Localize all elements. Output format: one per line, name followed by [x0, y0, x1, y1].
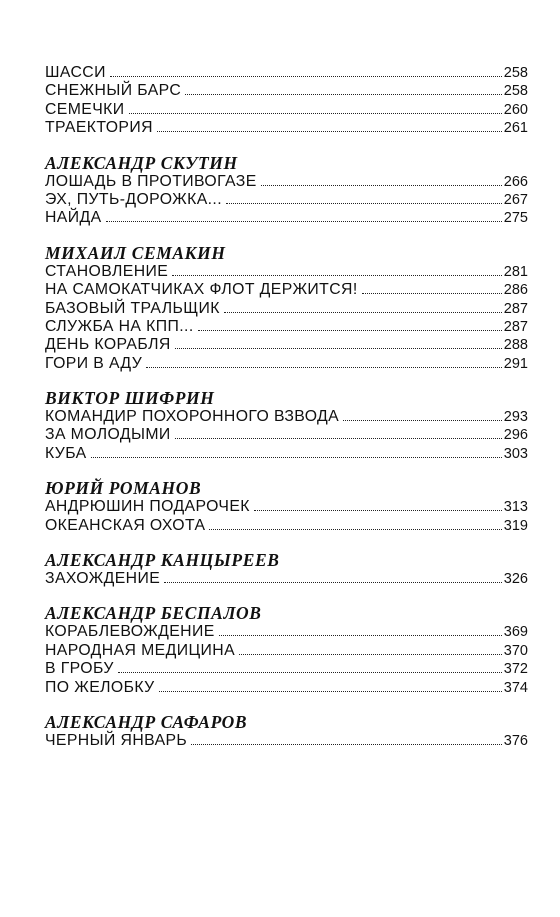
- dot-leader: [118, 671, 502, 673]
- toc-entry: [45, 498, 528, 516]
- dot-leader: [343, 419, 502, 421]
- author-heading: ВИКТОР ШИФРИН: [45, 388, 215, 409]
- toc-entry: [45, 355, 528, 373]
- entry-page-number: 260: [503, 101, 528, 118]
- toc-entry: [45, 445, 528, 463]
- dot-leader: [362, 292, 502, 294]
- entry-page-number: 258: [503, 65, 528, 81]
- entry-page-number: 326: [503, 571, 528, 588]
- entry-page-number: 287: [503, 300, 528, 317]
- entry-title: НАЙДА: [45, 209, 102, 227]
- toc-entry: [45, 408, 528, 426]
- toc-entry: [45, 623, 528, 641]
- dot-leader: [209, 528, 501, 530]
- entry-title: ЧЕРНЫЙ ЯНВАРЬ: [45, 731, 188, 749]
- toc-entry: [45, 173, 528, 191]
- toc-entry: [45, 101, 528, 119]
- toc-entry: [45, 660, 528, 678]
- toc-entry: [45, 732, 528, 750]
- entry-title: В ГРОБУ: [45, 660, 114, 678]
- entry-title: ОКЕАНСКАЯ ОХОТА: [45, 516, 206, 534]
- dot-leader: [129, 112, 502, 114]
- toc-entry: [45, 570, 528, 588]
- entry-title: ТРАЕКТОРИЯ: [45, 119, 153, 137]
- toc-entry: [45, 300, 528, 318]
- toc-entry: [45, 517, 528, 535]
- toc-section: [45, 713, 528, 750]
- toc-entry: [45, 679, 528, 697]
- toc-section: [45, 244, 528, 373]
- dot-leader: [224, 311, 502, 313]
- dot-leader: [191, 743, 502, 745]
- entry-title: СЛУЖБА НА КПП...: [45, 317, 194, 335]
- entry-page-number: 374: [503, 679, 528, 696]
- entry-page-number: 266: [503, 173, 528, 190]
- toc-section: [45, 479, 528, 535]
- entry-page-number: 288: [503, 337, 528, 354]
- entry-title: НА САМОКАТЧИКАХ ФЛОТ ДЕРЖИТСЯ!: [45, 281, 358, 299]
- entry-page-number: 303: [503, 445, 528, 462]
- dot-leader: [175, 437, 502, 439]
- dot-leader: [254, 509, 502, 511]
- entry-page-number: 261: [503, 120, 528, 137]
- entry-page-number: 287: [503, 318, 528, 335]
- toc-entry: [45, 263, 528, 281]
- entry-title: КОРАБЛЕВОЖДЕНИЕ: [45, 623, 215, 641]
- dot-leader: [91, 456, 502, 458]
- entry-title: ГОРИ В АДУ: [45, 354, 143, 372]
- entry-page-number: 376: [503, 732, 528, 749]
- entry-page-number: 372: [503, 661, 528, 678]
- toc-entry: [45, 642, 528, 660]
- dot-leader: [157, 130, 502, 132]
- toc-entry: [45, 191, 528, 209]
- toc-section: [45, 604, 528, 697]
- toc-section: [45, 64, 528, 138]
- entry-page-number: 267: [503, 191, 528, 208]
- table-of-contents: [45, 64, 528, 766]
- entry-title: ЗАХОЖДЕНИЕ: [45, 570, 161, 588]
- toc-entry: [45, 281, 528, 299]
- author-heading: ЮРИЙ РОМАНОВ: [45, 478, 202, 499]
- toc-section: [45, 154, 528, 228]
- entry-title: СЕМЕЧКИ: [45, 100, 125, 118]
- dot-leader: [164, 581, 502, 583]
- dot-leader: [146, 366, 502, 368]
- author-heading: АЛЕКСАНДР СКУТИН: [45, 152, 238, 173]
- entry-title: СТАНОВЛЕНИЕ: [45, 262, 169, 280]
- dot-leader: [239, 653, 502, 655]
- author-heading: МИХАИЛ СЕМАКИН: [45, 242, 226, 263]
- author-heading: АЛЕКСАНДР БЕСПАЛОВ: [45, 603, 262, 624]
- toc-entry: [45, 82, 528, 100]
- entry-title: АНДРЮШИН ПОДАРОЧЕК: [45, 498, 250, 516]
- dot-leader: [106, 220, 502, 222]
- entry-title: ЗА МОЛОДЫМИ: [45, 426, 171, 444]
- entry-title: ПО ЖЕЛОБКУ: [45, 678, 155, 696]
- toc-entry: [45, 318, 528, 336]
- entry-page-number: 281: [503, 263, 528, 280]
- entry-title: КУБА: [45, 444, 87, 462]
- toc-entry: [45, 64, 528, 82]
- dot-leader: [219, 634, 502, 636]
- entry-page-number: 369: [503, 624, 528, 641]
- entry-page-number: 291: [503, 355, 528, 372]
- dot-leader: [110, 75, 502, 77]
- entry-page-number: 293: [503, 409, 528, 426]
- entry-title: БАЗОВЫЙ ТРАЛЬЩИК: [45, 299, 220, 317]
- toc-entry: [45, 119, 528, 137]
- dot-leader: [185, 93, 502, 95]
- toc-section: [45, 389, 528, 463]
- dot-leader: [159, 690, 502, 692]
- author-heading: АЛЕКСАНДР САФАРОВ: [45, 711, 248, 732]
- entry-title: ЛОШАДЬ В ПРОТИВОГАЗЕ: [45, 172, 257, 190]
- entry-title: ЭХ, ПУТЬ-ДОРОЖКА...: [45, 190, 222, 208]
- entry-title: ДЕНЬ КОРАБЛЯ: [45, 336, 171, 354]
- entry-page-number: 319: [503, 517, 528, 534]
- toc-entry: [45, 209, 528, 227]
- entry-page-number: 313: [503, 499, 528, 516]
- dot-leader: [261, 184, 502, 186]
- dot-leader: [175, 347, 502, 349]
- entry-title: КОМАНДИР ПОХОРОННОГО ВЗВОДА: [45, 408, 340, 426]
- toc-section: [45, 551, 528, 588]
- entry-title: НАРОДНАЯ МЕДИЦИНА: [45, 641, 236, 659]
- entry-title: ШАССИ: [45, 64, 106, 81]
- entry-title: СНЕЖНЫЙ БАРС: [45, 82, 182, 100]
- author-heading: АЛЕКСАНДР КАНЦЫРЕЕВ: [45, 550, 280, 571]
- entry-page-number: 370: [503, 642, 528, 659]
- entry-page-number: 296: [503, 427, 528, 444]
- dot-leader: [226, 202, 502, 204]
- toc-entry: [45, 426, 528, 444]
- toc-entry: [45, 336, 528, 354]
- dot-leader: [172, 274, 502, 276]
- dot-leader: [198, 329, 502, 331]
- entry-page-number: 286: [503, 282, 528, 299]
- entry-page-number: 258: [503, 83, 528, 100]
- entry-page-number: 275: [503, 210, 528, 227]
